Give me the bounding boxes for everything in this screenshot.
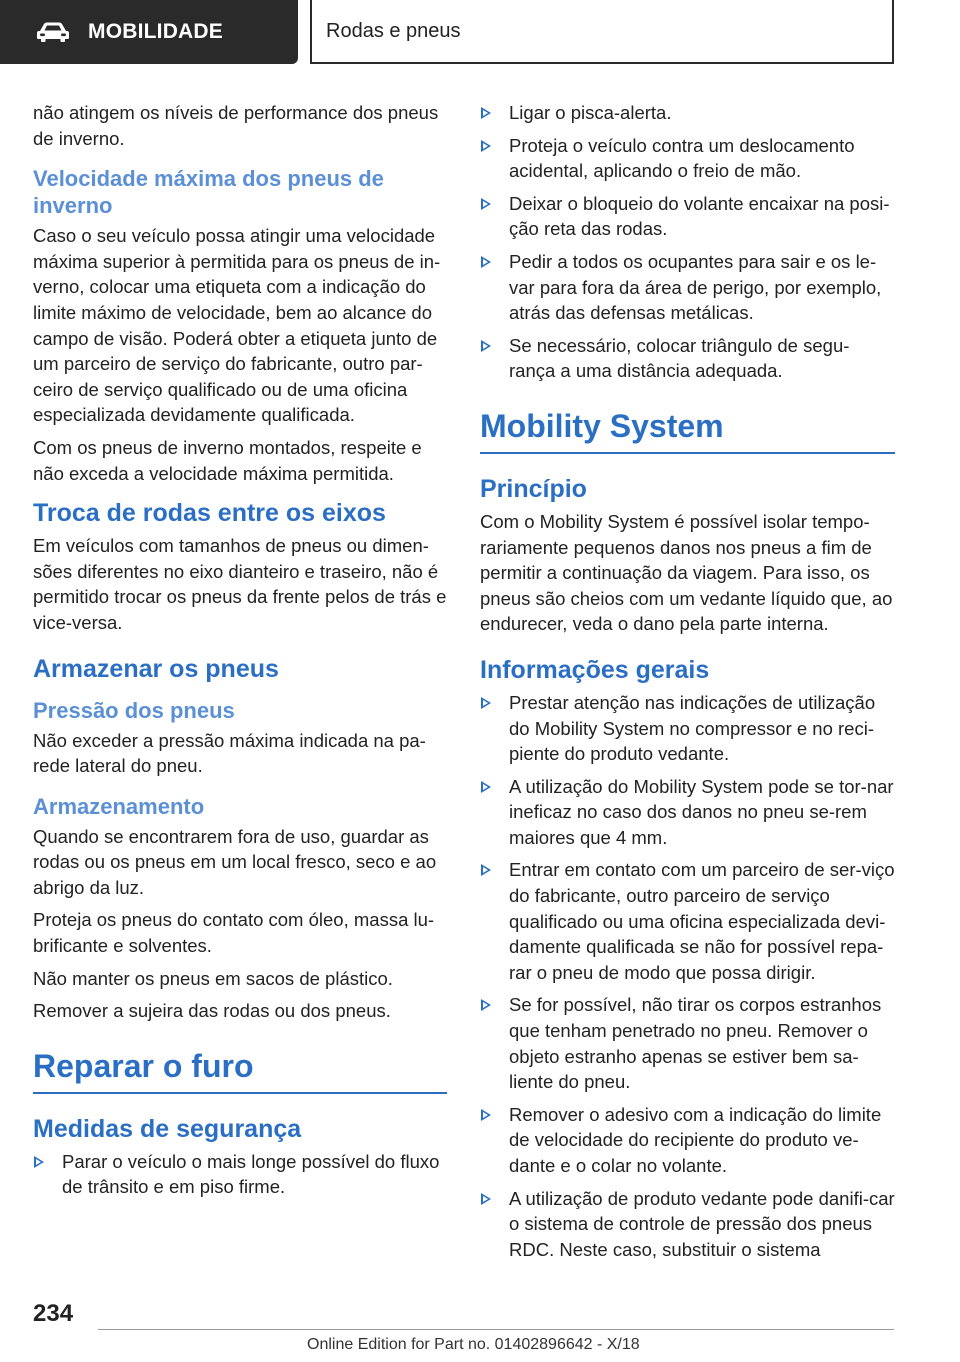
general-info-list: [480, 690, 895, 1262]
footer-edition: Online Edition for Part no. 01402896642 - X/18: [307, 1336, 640, 1353]
heading-safety-measures: Medidas de segurança: [33, 1114, 302, 1143]
bullet-triangle-icon: [481, 781, 491, 793]
list-item: A utilização do Mobility System pode se tor-nar ineficaz no caso dos danos no pneu se-rem maiores que 4 mm.: [480, 774, 895, 851]
heading-general-info: Informações gerais: [480, 655, 710, 684]
safety-list-continued: [480, 100, 895, 384]
heading-winter-speed: Velocidade máxima dos pneus de inverno: [33, 166, 384, 219]
bullet-triangle-icon: [34, 1156, 44, 1168]
heading-principle: Princípio: [480, 474, 587, 503]
car-icon: [36, 21, 70, 43]
paragraph-storage-1: Quando se encontrarem fora de uso, guardar as rodas ou os pneus em um local fresco, seco e ao abrigo da luz.: [33, 825, 437, 898]
heading-store-tyres: Armazenar os pneus: [33, 654, 279, 683]
list-item: Remover o adesivo com a indicação do limite de velocidade do recipiente do produto ve-dante e o colar no volante.: [480, 1102, 895, 1179]
heading-wheel-swap: Troca de rodas entre os eixos: [33, 499, 386, 528]
list-item: Proteja o veículo contra um deslocamento acidental, aplicando o freio de mão.: [480, 133, 895, 184]
bullet-triangle-icon: [481, 340, 491, 352]
paragraph-storage-3: Não manter os pneus em sacos de plástico.: [33, 967, 393, 989]
heading-repair-puncture: Reparar o furo: [33, 1046, 447, 1094]
bullet-triangle-icon: [481, 140, 491, 152]
page-number: 234: [33, 1300, 74, 1327]
list-item: Se necessário, colocar triângulo de segu-rança a uma distância adequada.: [480, 333, 895, 384]
list-item: A utilização de produto vedante pode danifi-car o sistema de controle de pressão dos pneus RDC. Neste caso, substituir o sistema: [480, 1186, 895, 1263]
chapter-label: MOBILIDADE: [88, 20, 223, 43]
list-item: Deixar o bloqueio do volante encaixar na posi-ção reta das rodas.: [480, 191, 895, 242]
bullet-triangle-icon: [481, 999, 491, 1011]
list-item: Se for possível, não tirar os corpos estranhos que tenham penetrado no pneu. Remover o objeto estranho apenas se estiver bem sa-liente do pneu.: [480, 992, 895, 1094]
paragraph-storage-4: Remover a sujeira das rodas ou dos pneus.: [33, 1000, 391, 1022]
section-title: Rodas e pneus: [310, 0, 894, 64]
list-item: Entrar em contato com um parceiro de ser-viço do fabricante, outro parceiro de serviço qualificado ou uma oficina especializada devi-damente qualificada se não for possível repa-rar o pneu de modo que possa dirigir.: [480, 857, 895, 985]
list-item: Pedir a todos os ocupantes para sair e os le-var para fora da área de perigo, por exemplo, atrás das defensas metálicas.: [480, 249, 895, 326]
bullet-triangle-icon: [481, 864, 491, 876]
paragraph-storage-2: Proteja os pneus do contato com óleo, massa lu-brificante e solventes.: [33, 909, 435, 957]
bullet-triangle-icon: [481, 256, 491, 268]
paragraph-wheel-swap: Em veículos com tamanhos de pneus ou dimen-sões diferentes no eixo dianteiro e traseiro, não é permitido trocar os pneus da frente pelos de trás e vice-versa.: [33, 535, 447, 633]
paragraph-tyre-pressure: Não exceder a pressão máxima indicada na pa-rede lateral do pneu.: [33, 729, 426, 777]
heading-mobility-system: Mobility System: [480, 406, 895, 454]
paragraph-winter-speed: Caso o seu veículo possa atingir uma velocidade máxima superior à permitida para os pneus de in-verno, colocar uma etiqueta com a indicação do limite máximo de velocidade, bem ao alcance do campo de visão. Poderá obter a etiqueta junto de um parceiro de serviço do fabricante, outro par-ceiro de serviço qualificado ou de uma oficina especializada devidamente qualificada.: [33, 225, 441, 426]
bullet-triangle-icon: [481, 697, 491, 709]
bullet-triangle-icon: [481, 198, 491, 210]
list-item: Ligar o pisca-alerta.: [480, 100, 895, 126]
footer-divider: [98, 1329, 894, 1330]
heading-tyre-pressure: Pressão dos pneus: [33, 697, 235, 723]
heading-storage: Armazenamento: [33, 793, 205, 819]
bullet-triangle-icon: [481, 1109, 491, 1121]
paragraph-winter-speed-2: Com os pneus de inverno montados, respeite e não exceda a velocidade máxima permitida.: [33, 436, 422, 484]
list-item: Prestar atenção nas indicações de utilização do Mobility System no compressor e no reci-piente do produto vedante.: [480, 690, 895, 767]
right-column: [480, 100, 895, 1269]
list-item: Parar o veículo o mais longe possível do fluxo de trânsito e em piso firme.: [33, 1149, 447, 1200]
paragraph-principle: Com o Mobility System é possível isolar tempo-rariamente pequenos danos nos pneus a fim de permitir a continuação da viagem. Para isso, os pneus são cheios com um vedante líquido que, ao endurecer, veda o dano pela parte interna.: [480, 510, 893, 635]
safety-list: [33, 1149, 447, 1200]
intro-paragraph: não atingem os níveis de performance dos pneus de inverno.: [33, 102, 439, 149]
chapter-tab: [0, 0, 298, 64]
bullet-triangle-icon: [481, 1193, 491, 1205]
left-column: [33, 100, 447, 1207]
bullet-triangle-icon: [481, 107, 491, 119]
